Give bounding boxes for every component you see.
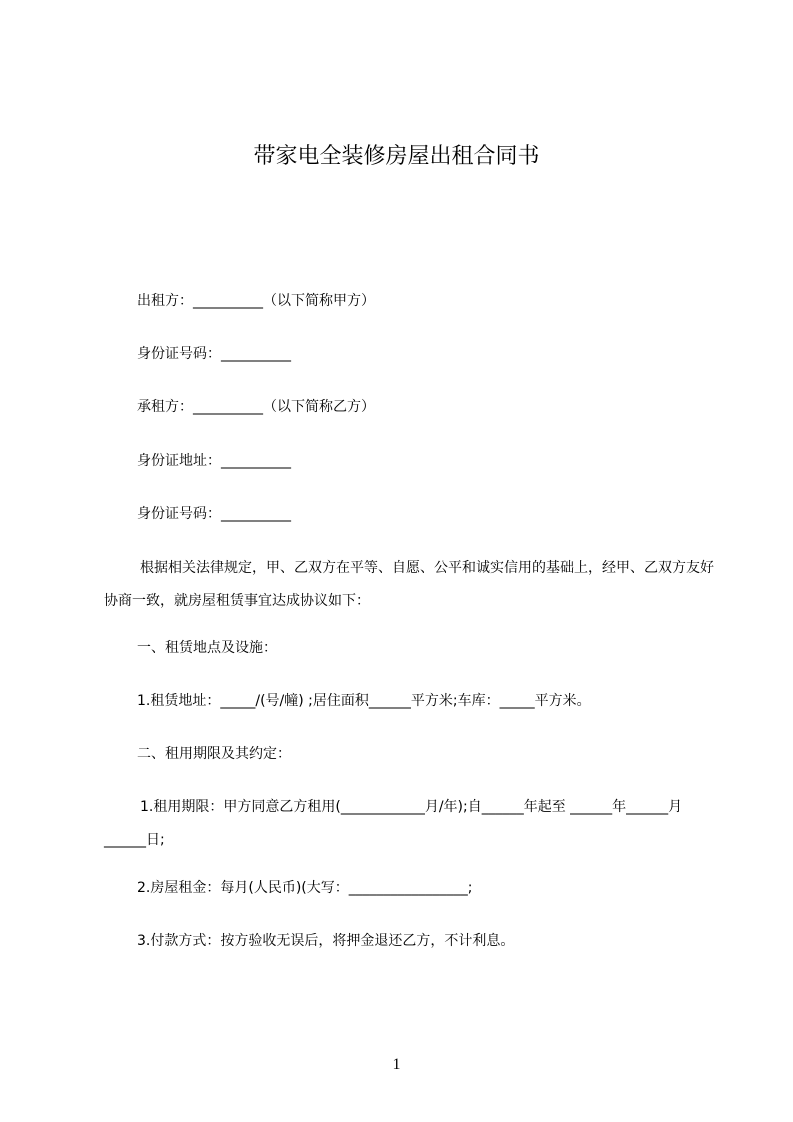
section1-item1: 1.租赁地址：_____/(号/幢) ;居住面积______平方米;车库：_____平方米。 — [137, 693, 591, 709]
lessee-address-line: 身份证地址：__________ — [137, 453, 291, 469]
preamble-paragraph — [104, 552, 714, 618]
page-number: 1 — [392, 1056, 401, 1073]
lessee-id-line: 身份证号码：__________ — [137, 506, 291, 522]
section2-item1-paragraph — [104, 791, 714, 857]
section2-item1-text: 1.租用期限：甲方同意乙方租用(____________月/年);自______年起至 ______年______月______日; — [104, 799, 683, 848]
section1-heading: 一、租赁地点及设施： — [137, 640, 277, 656]
lessor-line: 出租方：__________（以下简称甲方） — [137, 293, 375, 309]
document-title: 带家电全装修房屋出租合同书 — [253, 144, 540, 169]
section2-heading: 二、租用期限及其约定： — [137, 746, 291, 762]
section2-item3: 3.付款方式：按方验收无误后，将押金退还乙方，不计利息。 — [137, 933, 515, 949]
section2-item2: 2.房屋租金：每月(人民币)(大写：_________________; — [137, 880, 473, 896]
lessee-line: 承租方：__________（以下简称乙方） — [137, 399, 375, 415]
lessor-id-line: 身份证号码：__________ — [137, 346, 291, 362]
preamble-text: 根据相关法律规定，甲、乙双方在平等、自愿、公平和诚实信用的基础上，经甲、乙双方友好协商一致，就房屋租赁事宜达成协议如下： — [104, 560, 714, 609]
